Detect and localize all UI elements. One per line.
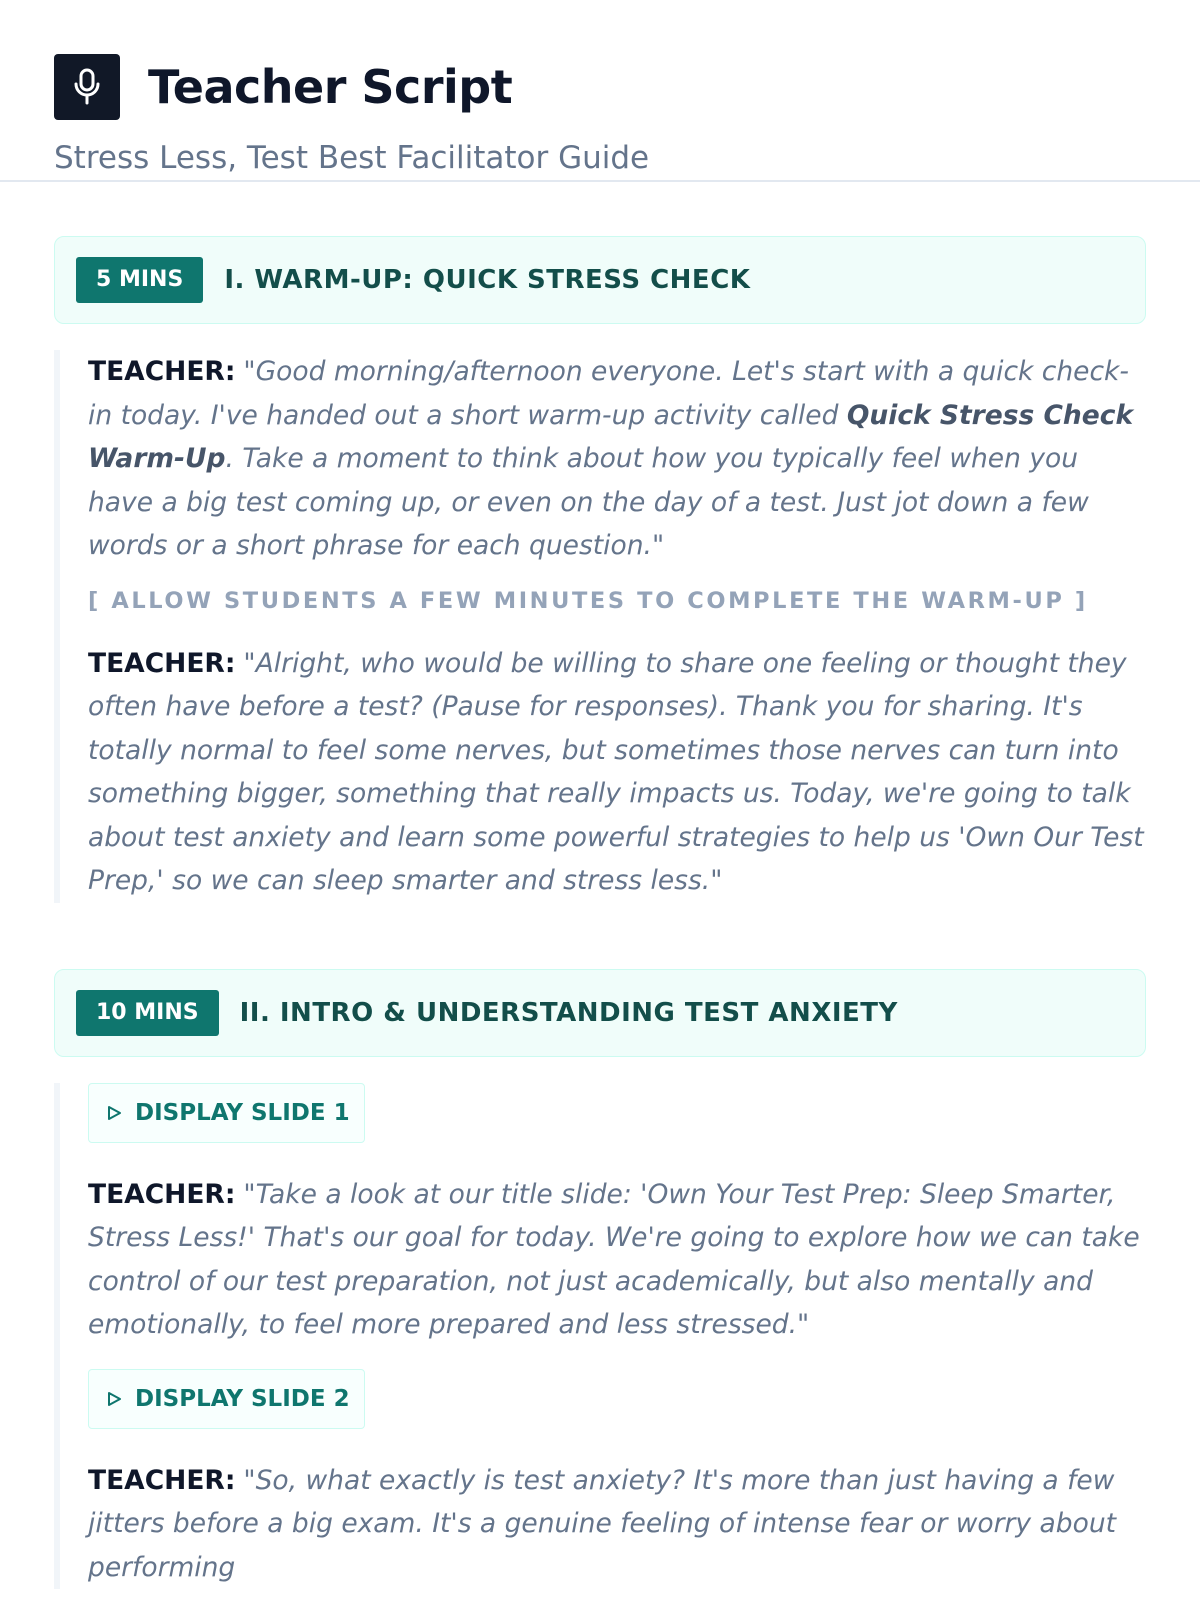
display-slide-1-button[interactable] (88, 1083, 365, 1143)
page-header (0, 0, 1200, 182)
display-slide-2-button[interactable] (88, 1369, 365, 1429)
teacher-quote: "So, what exactly is test anxiety? It's more than just having a few jitters before a big exam. It's a genuine feeling of intense fear or worry about performing (88, 1464, 1117, 1583)
speaker-label: TEACHER: (88, 356, 236, 387)
teacher-quote (88, 356, 1133, 561)
section-body-intro (54, 1083, 1146, 1590)
teacher-line (88, 350, 1146, 568)
activity-name: Quick Stress Check Warm-Up (88, 399, 1134, 474)
speaker-label: TEACHER: (88, 1178, 236, 1210)
teacher-line (88, 1459, 1146, 1590)
speaker-label: TEACHER: (88, 647, 236, 679)
duration-badge: 5 MINS (76, 257, 203, 303)
teacher-quote: "Take a look at our title slide: 'Own Your Test Prep: Sleep Smarter, Stress Less!' That's our goal for today. We're going to explore how we can take control of our test preparation, not just academically, but also mentally and emotionally, to feel more prepared and less stressed." (88, 1178, 1140, 1340)
section-title: I. WARM-UP: QUICK STRESS CHECK (224, 265, 751, 295)
quote-text: "Good morning/afternoon everyone. Let's start with a quick check-in today. I've handed out a short warm-up activity called (88, 356, 1129, 431)
page-subtitle: Stress Less, Test Best Facilitator Guide (54, 140, 650, 176)
duration-badge: 10 MINS (76, 990, 219, 1036)
play-icon (105, 1104, 123, 1122)
script-content (0, 182, 1200, 1589)
button-label: DISPLAY SLIDE 2 (135, 1385, 350, 1412)
play-icon (105, 1390, 123, 1408)
page-title: Teacher Script (148, 60, 513, 114)
teacher-line (88, 1173, 1146, 1347)
stage-direction: [ ALLOW STUDENTS A FEW MINUTES TO COMPLETE THE WARM-UP ] (88, 587, 1088, 614)
teacher-quote: "Alright, who would be willing to share one feeling or thought they often have before a test? (Pause for responses). Thank you for sharing. It's totally normal to feel some nerves, but sometimes those nerves can turn into something bigger, something that really impacts us. Today, we're going to talk about test anxiety and learn some powerful strategies to help us 'Own Our Test Prep,' so we can sleep smarter and stress less." (88, 647, 1144, 896)
speaker-label: TEACHER: (88, 1464, 236, 1496)
title-row (54, 54, 1146, 120)
button-label: DISPLAY SLIDE 1 (135, 1099, 350, 1126)
section-title: II. INTRO & UNDERSTANDING TEST ANXIETY (239, 997, 898, 1028)
teacher-line (88, 642, 1146, 903)
quote-text: . Take a moment to think about how you typically feel when you have a big test coming up, or even on the day of a test. Just jot down a few words or a short phrase for each question." (88, 443, 1089, 561)
section-header-intro (54, 969, 1146, 1057)
section-body-warm-up (54, 350, 1146, 903)
section-header-warm-up (54, 236, 1146, 324)
microphone-icon (54, 54, 120, 120)
